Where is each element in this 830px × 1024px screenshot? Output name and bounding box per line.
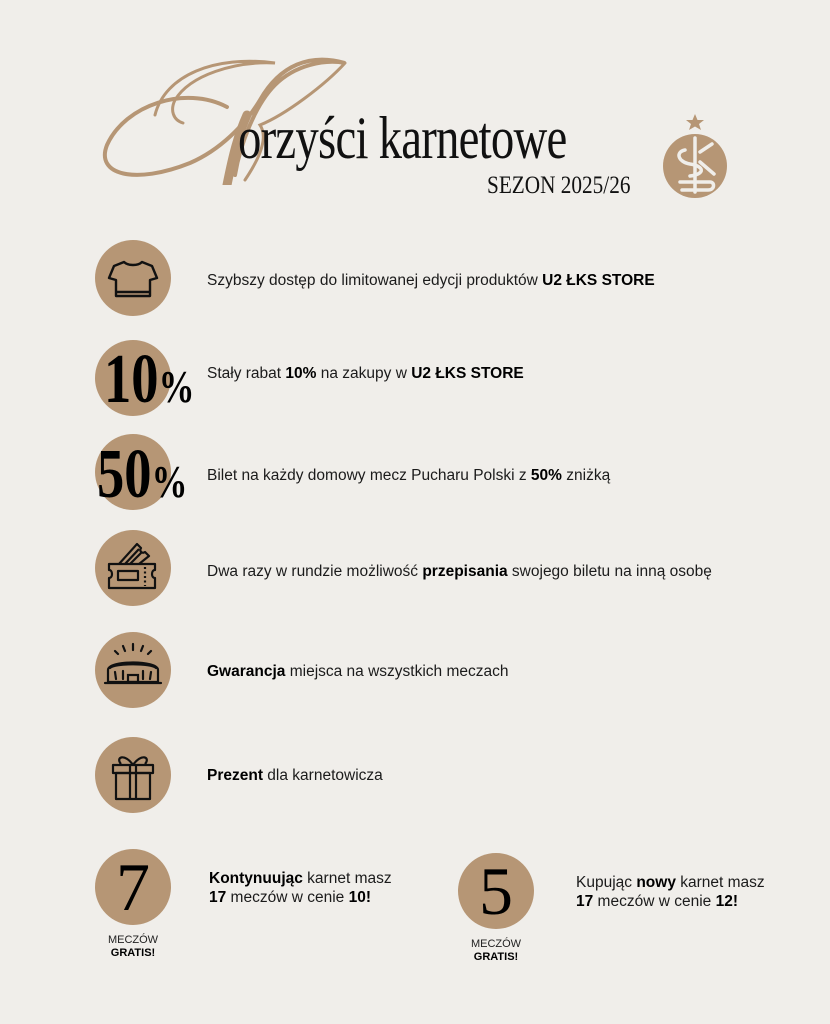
promo-free-matches-number: 5 — [479, 853, 513, 929]
season-subtitle: SEZON 2025/26 — [487, 172, 631, 199]
benefit-text-bold: Prezent — [207, 767, 263, 784]
stadium-icon — [95, 632, 171, 708]
badge-number: 50 — [97, 436, 152, 513]
promo-free-label — [458, 938, 534, 964]
badge-percent-symbol: % — [151, 456, 188, 507]
benefit-text — [207, 766, 383, 785]
promo-text-bold: Kontynuując — [209, 870, 303, 887]
benefit-text-regular: Dwa razy w rundzie możliwość — [207, 563, 423, 580]
benefit-text-regular: Bilet na każdy domowy mecz Pucharu Polski z — [207, 467, 531, 484]
benefit-icon-badge — [95, 240, 171, 316]
benefit-icon-badge — [95, 737, 171, 813]
promo-text-bold: 17 — [209, 888, 227, 906]
page-title — [238, 105, 567, 171]
page-title-text: orzyści karnetowe — [238, 105, 567, 171]
benefit-text-bold: 50% — [530, 467, 562, 484]
promo-text-bold: 12! — [715, 892, 738, 910]
gift-icon — [95, 737, 171, 813]
lks-club-crest-icon — [660, 112, 730, 200]
tshirt-icon — [95, 240, 171, 316]
promo-label-bottom: GRATIS! — [473, 951, 519, 964]
benefit-text-regular: dla karnetowicza — [263, 767, 383, 784]
promo-text-bold: 17 — [576, 892, 594, 910]
promo-text-regular: meczów w cenie — [226, 888, 349, 906]
benefit-text-regular: zniżką — [561, 467, 611, 484]
benefit-text — [207, 562, 712, 581]
promo-text-regular: karnet masz — [675, 874, 765, 891]
benefit-text — [207, 271, 655, 290]
badge-percent-symbol: % — [158, 361, 195, 412]
promo-text-bold: nowy — [636, 874, 676, 891]
benefit-text-regular: miejsca na wszystkich meczach — [285, 663, 509, 680]
ticket-icon — [95, 530, 171, 606]
benefit-text-regular: na zakupy w — [316, 365, 412, 382]
promo-description — [576, 874, 765, 911]
benefit-icon-badge — [95, 530, 171, 606]
benefit-text-bold: U2 ŁKS STORE — [411, 365, 524, 382]
promo-text-regular: meczów w cenie — [593, 892, 716, 910]
promo-label-bottom: GRATIS! — [110, 947, 156, 960]
promo-free-matches-number: 7 — [116, 849, 150, 925]
benefit-text-regular: swojego biletu na inną osobę — [507, 563, 712, 580]
benefit-text-regular: Szybszy dostęp do limitowanej edycji produktów — [207, 272, 543, 289]
promo-label-top: MECZÓW — [470, 938, 522, 950]
benefit-text-bold: Gwarancja — [207, 663, 286, 680]
badge-number: 10 — [104, 341, 159, 418]
benefit-text — [207, 364, 524, 383]
benefit-text-regular: Stały rabat — [207, 365, 286, 382]
benefit-text-bold: 10% — [285, 365, 317, 382]
promo-text-regular: karnet masz — [302, 870, 392, 887]
promo-description — [209, 870, 392, 907]
percent-10-badge — [104, 341, 195, 418]
promo-label-top: MECZÓW — [107, 934, 159, 946]
benefit-icon-badge — [95, 632, 171, 708]
promo-free-label — [95, 934, 171, 960]
promo-text-bold: 10! — [348, 888, 371, 906]
benefit-text — [207, 662, 509, 681]
benefit-text — [207, 466, 610, 485]
percent-50-badge — [97, 436, 188, 513]
promo-text-regular: Kupując — [576, 874, 637, 891]
benefit-text-bold: przepisania — [422, 563, 508, 580]
benefit-text-bold: U2 ŁKS STORE — [542, 272, 655, 289]
